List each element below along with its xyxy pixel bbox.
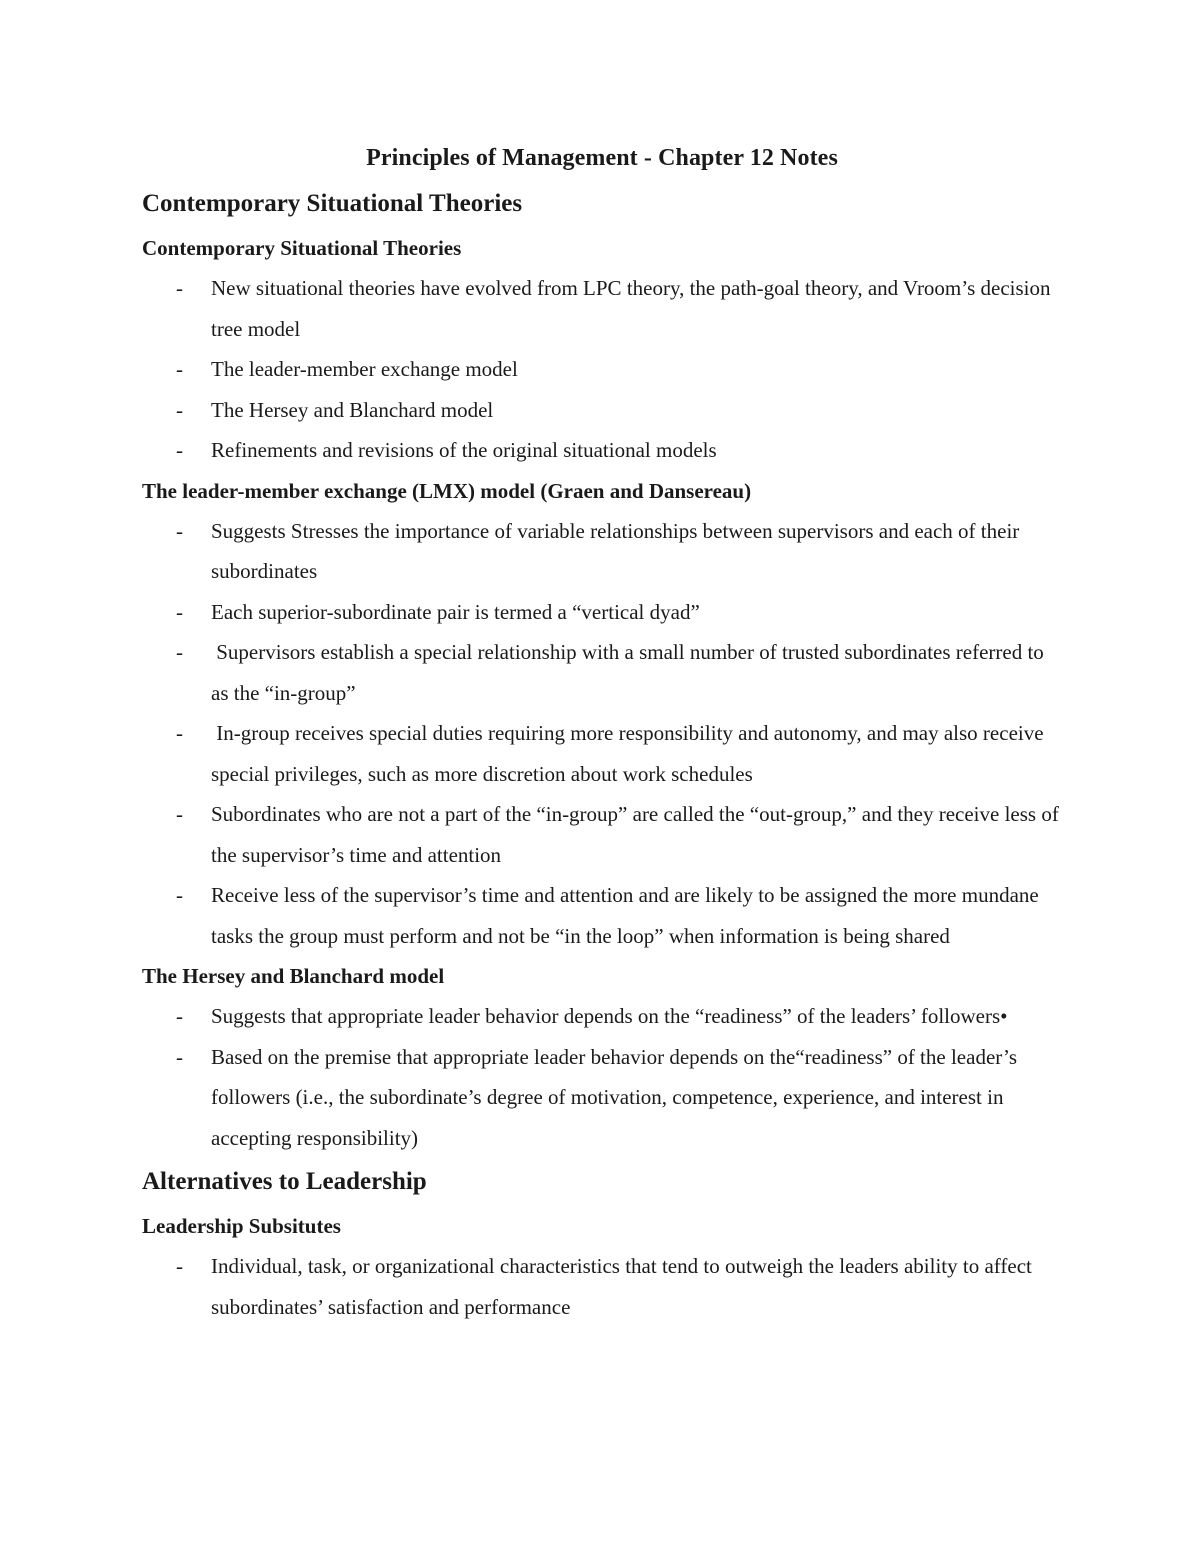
subheading-leadership-substitutes: Leadership Subsitutes xyxy=(142,1214,341,1238)
dash-bullet-icon: - xyxy=(176,397,183,422)
bullet-list-contemporary xyxy=(142,268,1062,471)
list-item: - Based on the premise that appropriate leader behavior depends on the“readiness” of the leader’s followers (i.e., the subordinate’s degree of motivation, competence, experience, and interest in accepting responsibility) xyxy=(142,1037,1062,1159)
dash-bullet-icon: - xyxy=(176,599,183,624)
list-item: - Individual, task, or organizational characteristics that tend to outweigh the leaders ability to affect subordinates’ satisfaction and performance xyxy=(142,1246,1062,1327)
section-heading-alternatives-to-leadership: Alternatives to Leadership xyxy=(142,1168,427,1195)
subheading-lmx-model: The leader-member exchange (LMX) model (Graen and Dansereau) xyxy=(142,478,752,503)
list-item: - Suggests Stresses the importance of variable relationships between supervisors and each of their subordinates xyxy=(142,511,1062,592)
subheading-contemporary-situational-theories: Contemporary Situational Theories xyxy=(142,236,462,260)
list-item: - Refinements and revisions of the original situational models xyxy=(142,430,1062,471)
list-item: - Receive less of the supervisor’s time and attention and are likely to be assigned the more mundane tasks the group must perform and not be “in the loop” when information is being shared xyxy=(142,875,1062,956)
dash-bullet-icon: - xyxy=(176,276,183,300)
list-item: - The leader-member exchange model xyxy=(142,349,1062,390)
dash-bullet-icon: - xyxy=(176,1044,183,1069)
list-item: - Subordinates who are not a part of the “in-group” are called the “out-group,” and they receive less of the supervisor’s time and attention xyxy=(142,794,1062,875)
bullet-list-lmx xyxy=(142,511,1062,957)
document-title: Principles of Management - Chapter 12 Notes xyxy=(366,145,838,171)
dash-bullet-icon: - xyxy=(176,1254,183,1278)
bullet-list-leadership-substitutes xyxy=(142,1246,1062,1327)
dash-bullet-icon: - xyxy=(176,518,183,543)
dash-bullet-icon: - xyxy=(176,883,183,907)
dash-bullet-icon: - xyxy=(176,802,183,826)
dash-bullet-icon: - xyxy=(176,721,183,745)
subheading-hersey-blanchard: The Hersey and Blanchard model xyxy=(142,964,445,988)
list-item: - Supervisors establish a special relationship with a small number of trusted subordinates referred to as the “in-group” xyxy=(142,632,1062,713)
list-item: - Suggests that appropriate leader behavior depends on the “readiness” of the leaders’ followers• xyxy=(142,996,1062,1037)
section-heading-contemporary-situational-theories: Contemporary Situational Theories xyxy=(142,190,523,217)
list-item: - Each superior-subordinate pair is termed a “vertical dyad” xyxy=(142,592,1062,633)
dash-bullet-icon: - xyxy=(176,1004,183,1028)
list-item: - In-group receives special duties requiring more responsibility and autonomy, and may also receive special privileges, such as more discretion about work schedules xyxy=(142,713,1062,794)
list-item: - The Hersey and Blanchard model xyxy=(142,390,1062,431)
dash-bullet-icon: - xyxy=(176,640,183,664)
document-page xyxy=(142,138,1062,1327)
bullet-list-hersey-blanchard xyxy=(142,996,1062,1158)
list-item: - New situational theories have evolved from LPC theory, the path-goal theory, and Vroom’s decision tree model xyxy=(142,268,1062,349)
dash-bullet-icon: - xyxy=(176,438,183,462)
dash-bullet-icon: - xyxy=(176,357,183,381)
